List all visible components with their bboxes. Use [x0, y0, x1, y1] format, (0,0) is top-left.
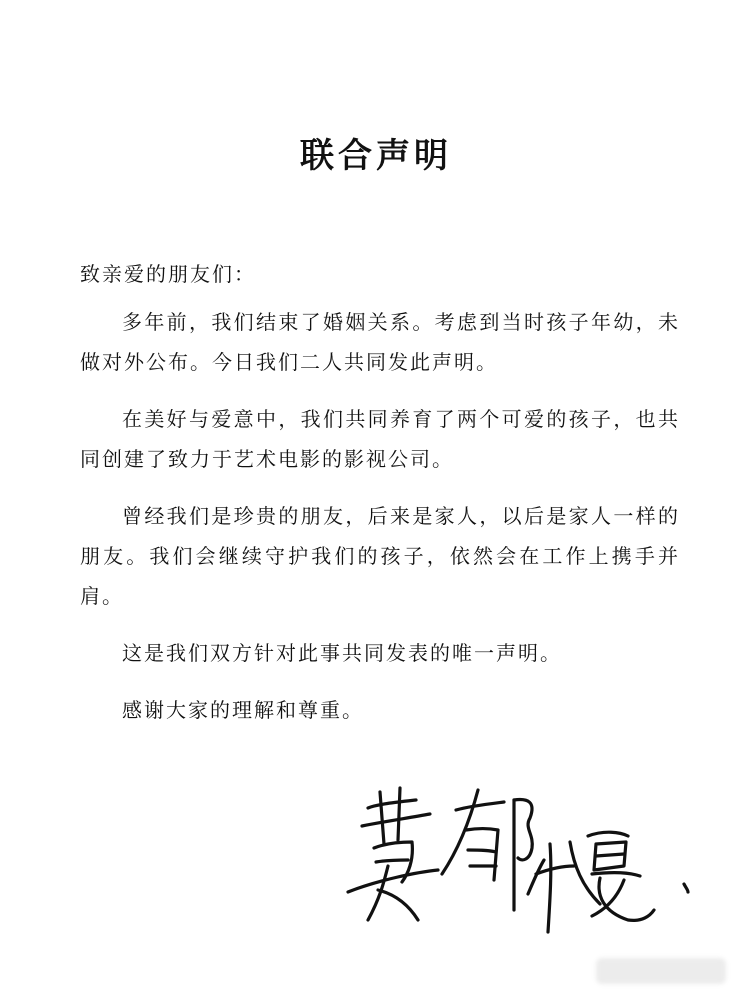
- handwritten-signature: [338, 770, 718, 940]
- paragraph-2: 在美好与爱意中，我们共同养育了两个可爱的孩子，也共同创建了致力于艺术电影的影视公司。: [80, 407, 680, 471]
- salutation: 致亲爱的朋友们：: [80, 262, 256, 286]
- blurred-watermark: [596, 958, 726, 984]
- paragraph-4: 这是我们双方针对此事共同发表的唯一声明。: [122, 641, 562, 665]
- document-title: 联合声明: [300, 136, 452, 176]
- statement-body: [80, 302, 680, 747]
- paragraph-1: 多年前，我们结束了婚姻关系。考虑到当时孩子年幼，未做对外公布。今日我们二人共同发此声明。: [80, 310, 680, 374]
- paragraph-5: 感谢大家的理解和尊重。: [122, 698, 364, 722]
- paragraph-3: 曾经我们是珍贵的朋友，后来是家人，以后是家人一样的朋友。我们会继续守护我们的孩子，依然会在工作上携手并肩。: [80, 504, 680, 608]
